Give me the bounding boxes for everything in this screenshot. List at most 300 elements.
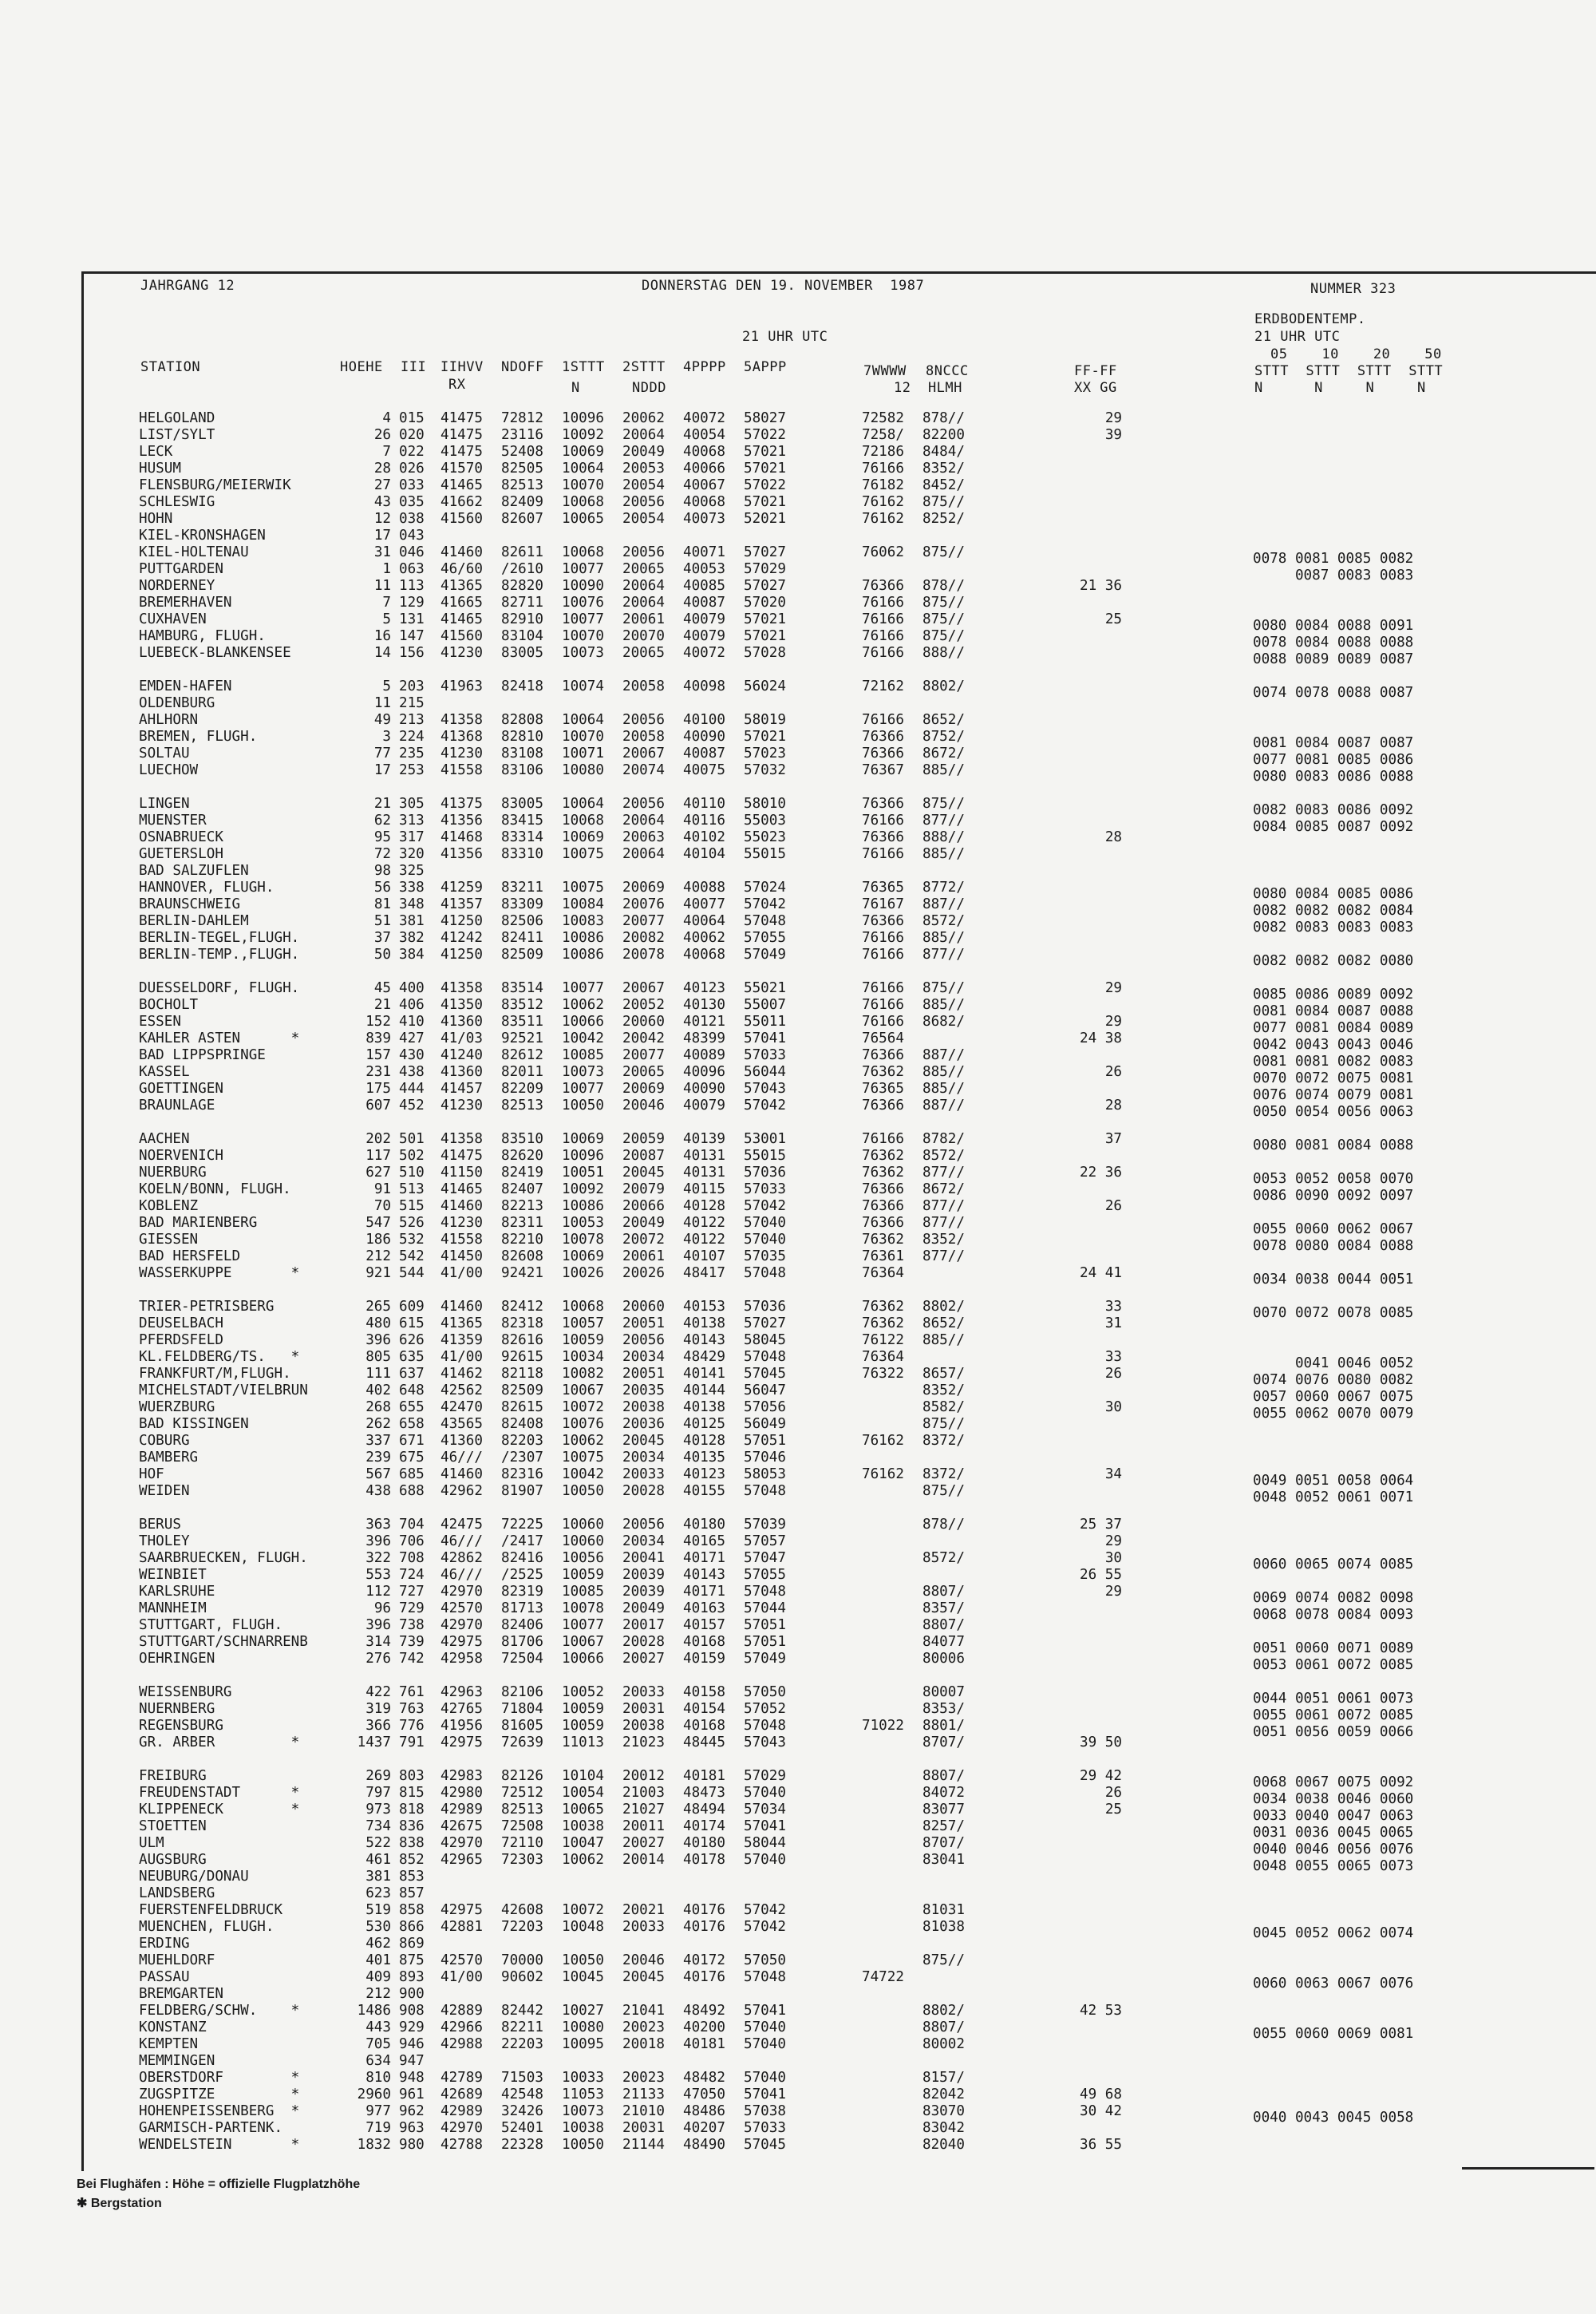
station-height: 7 — [382, 595, 391, 611]
ndoff-value: 82316 — [501, 1466, 543, 1482]
station-id — [399, 1751, 434, 1768]
1sttt-value: 10042 — [562, 1466, 604, 1482]
station-name: NOERVENICH — [139, 1148, 223, 1164]
4pppp-value: 40079 — [683, 628, 725, 644]
ndoff-value: 82406 — [501, 1617, 543, 1633]
iihvv-value: 41242 — [440, 930, 483, 946]
1sttt-value: 10072 — [562, 1902, 604, 1918]
station-id: 063 — [399, 561, 425, 577]
iihvv-value: 41460 — [440, 1466, 483, 1482]
1sttt-value: 10075 — [562, 880, 604, 896]
iihvv-value: 42675 — [440, 1818, 483, 1834]
soil-temp-value: 0070 0072 0075 0081 — [1253, 1070, 1414, 1086]
station-id: 510 — [399, 1165, 425, 1181]
ff-value — [1058, 1181, 1122, 1198]
7wwww-value: 76166 — [862, 1014, 904, 1030]
8nccc-value: 8801/ — [922, 1718, 965, 1734]
iihvv-value: 46/60 — [440, 561, 483, 577]
station-height: 70 — [373, 1198, 391, 1214]
4pppp-value: 40176 — [683, 1919, 725, 1935]
soil-temp-value — [1253, 1674, 1444, 1691]
8nccc-value: 885// — [922, 997, 965, 1013]
station-height: 262 — [365, 1416, 391, 1432]
ndoff-value: 82820 — [501, 578, 543, 594]
soil-title: ERDBODENTEMP. — [1254, 311, 1366, 327]
ndoff-value: 82412 — [501, 1299, 543, 1315]
iihvv-value: 41662 — [440, 494, 483, 510]
2sttt-value: 20031 — [622, 2120, 665, 2136]
ff-value: 33 — [1104, 1349, 1122, 1365]
2sttt-value — [622, 1936, 678, 1952]
ndoff-value: /2307 — [501, 1450, 543, 1466]
station-id: 724 — [399, 1567, 425, 1583]
station-name: KOELN/BONN, FLUGH. — [139, 1181, 291, 1197]
iihvv-value: 42958 — [440, 1651, 483, 1667]
8nccc-value: 8752/ — [922, 729, 965, 745]
7wwww-value: 76166 — [862, 628, 904, 644]
4pppp-value: 40066 — [683, 461, 725, 477]
8nccc-value: 8357/ — [922, 1600, 965, 1616]
iihvv-value: 41360 — [440, 1433, 483, 1449]
iihvv-value: 41230 — [440, 645, 483, 661]
soil-temp-value: 0055 0060 0062 0067 — [1253, 1221, 1414, 1237]
7wwww-value — [862, 1701, 918, 1718]
soil-temp-value: 0060 0063 0067 0076 — [1253, 1976, 1414, 1992]
2sttt-value — [622, 662, 678, 678]
station-height: 12 — [373, 511, 391, 527]
station-id: 727 — [399, 1584, 425, 1600]
soil-temp-value: 0084 0085 0087 0092 — [1253, 819, 1414, 835]
7wwww-value: 76166 — [862, 980, 904, 996]
7wwww-value: 76182 — [862, 477, 904, 493]
soil-temp-value — [1253, 869, 1444, 886]
4pppp-value: 40159 — [683, 1651, 725, 1667]
2sttt-value: 20014 — [622, 1852, 665, 1868]
station-height: 56 — [373, 880, 391, 896]
ff-value — [1058, 678, 1122, 695]
station-id: 818 — [399, 1802, 425, 1818]
ndoff-value: 82203 — [501, 1433, 543, 1449]
1sttt-value: 10075 — [562, 1450, 604, 1466]
2sttt-value: 20045 — [622, 1433, 665, 1449]
soil-temp-value: 0087 0083 0083 — [1253, 568, 1414, 583]
7wwww-value: 76166 — [862, 846, 904, 862]
5appp-value: 57021 — [744, 444, 786, 460]
ndoff-value: 42548 — [501, 2087, 543, 2102]
1sttt-value: 10092 — [562, 1181, 604, 1197]
1sttt-value: 10034 — [562, 1349, 604, 1365]
station-id: 635 — [399, 1349, 425, 1365]
iihvv-value — [440, 863, 496, 880]
ff-value: 29 — [1104, 410, 1122, 426]
iihvv-value: 42689 — [440, 2087, 483, 2102]
2sttt-value: 20039 — [622, 1584, 665, 1600]
ndoff-value: 82910 — [501, 611, 543, 627]
station-name: WEIDEN — [139, 1483, 190, 1499]
7wwww-value: 76366 — [862, 1047, 904, 1063]
2sttt-value: 20063 — [622, 829, 665, 845]
4pppp-value — [683, 695, 739, 712]
5appp-value: 57021 — [744, 611, 786, 627]
4pppp-value: 40181 — [683, 2036, 725, 2052]
5appp-value: 57041 — [744, 2087, 786, 2102]
5appp-value: 57055 — [744, 1567, 786, 1583]
station-name: MEMMINGEN — [139, 2053, 215, 2069]
ndoff-value — [501, 1936, 557, 1952]
iihvv-value: 41475 — [440, 427, 483, 443]
ndoff-value: 22328 — [501, 2137, 543, 2153]
7wwww-value: 76365 — [862, 1081, 904, 1097]
soil-temp-value — [1253, 1540, 1444, 1557]
7wwww-value — [862, 1282, 918, 1299]
7wwww-value: 72582 — [862, 410, 904, 426]
soil-temp-value: 0042 0043 0043 0046 — [1253, 1037, 1414, 1053]
7wwww-value — [862, 1768, 918, 1785]
1sttt-value — [562, 1936, 618, 1952]
4pppp-value: 40178 — [683, 1852, 725, 1868]
station-name: KIEL-HOLTENAU — [139, 544, 249, 560]
soil-temp-value: 0082 0082 0082 0080 — [1253, 953, 1414, 969]
iihvv-value: 46/// — [440, 1567, 483, 1583]
soil-stt: STTT STTT STTT STTT — [1254, 363, 1444, 379]
station-id: 875 — [399, 1952, 425, 1968]
4pppp-value: 40072 — [683, 410, 725, 426]
8nccc-value: 82040 — [922, 2137, 965, 2153]
4pppp-value: 40180 — [683, 1517, 725, 1533]
ff-value — [1058, 1667, 1122, 1684]
1sttt-value: 10052 — [562, 1684, 604, 1700]
4pppp-value: 40102 — [683, 829, 725, 845]
2sttt-value: 20076 — [622, 896, 665, 912]
4pppp-value: 48494 — [683, 1802, 725, 1818]
2sttt-value: 21041 — [622, 2003, 665, 2019]
station-name: GUETERSLOH — [139, 846, 223, 862]
ff-value — [1058, 1902, 1122, 1919]
iihvv-value: 41956 — [440, 1718, 483, 1734]
1sttt-value: 10051 — [562, 1165, 604, 1181]
2sttt-value: 20034 — [622, 1533, 665, 1549]
station-height: 268 — [365, 1399, 391, 1415]
soil-temp-value — [1253, 668, 1444, 685]
7wwww-value — [862, 2137, 918, 2154]
1sttt-value: 10066 — [562, 1014, 604, 1030]
5appp-value: 57040 — [744, 2036, 786, 2052]
ff-value — [1058, 1416, 1122, 1433]
5appp-value: 57023 — [744, 746, 786, 761]
ff-value — [1058, 595, 1122, 611]
5appp-value: 57051 — [744, 1617, 786, 1633]
station-height: 62 — [373, 813, 391, 829]
1sttt-value: 10085 — [562, 1047, 604, 1063]
station-id: 858 — [399, 1902, 425, 1918]
ndoff-value — [501, 1869, 557, 1885]
5appp-value: 57027 — [744, 1315, 786, 1331]
iihvv-value — [440, 1282, 496, 1299]
soil-temp-value: 0080 0081 0084 0088 — [1253, 1137, 1414, 1153]
station-height — [343, 662, 391, 678]
8nccc-value: 885// — [922, 846, 965, 862]
iihvv-value: 42570 — [440, 1600, 483, 1616]
1sttt-value: 10073 — [562, 645, 604, 661]
8nccc-value: 875// — [922, 544, 965, 560]
8nccc-value: 81031 — [922, 1902, 965, 1918]
4pppp-value: 40098 — [683, 678, 725, 694]
station-name: SCHLESWIG — [139, 494, 215, 510]
8nccc-value: 887// — [922, 1047, 965, 1063]
1sttt-value: 10059 — [562, 1718, 604, 1734]
ff-value: 26 — [1104, 1064, 1122, 1080]
2sttt-value: 20069 — [622, 880, 665, 896]
iihvv-value: 42470 — [440, 1399, 483, 1415]
5appp-value: 57050 — [744, 1684, 786, 1700]
2sttt-value — [622, 2053, 678, 2070]
5appp-value: 57042 — [744, 1098, 786, 1113]
soil-temp-value — [1253, 1288, 1444, 1305]
ff-value: 21 36 — [1080, 578, 1122, 594]
7wwww-value — [862, 1902, 918, 1919]
soil-temp-value: 0040 0046 0056 0076 — [1253, 1841, 1414, 1857]
1sttt-value: 10045 — [562, 1969, 604, 1985]
station-name: ULM — [139, 1835, 164, 1851]
soil-temp-value — [1253, 970, 1444, 987]
5appp-value: 57049 — [744, 947, 786, 963]
ndoff-value — [501, 1500, 557, 1517]
soil-temp-value — [1253, 1506, 1444, 1523]
iihvv-value: 41250 — [440, 913, 483, 929]
5appp-value: 57041 — [744, 1818, 786, 1834]
8nccc-value: 80002 — [922, 2036, 965, 2052]
ff-value — [1058, 1969, 1122, 1986]
8nccc-value: 84077 — [922, 1634, 965, 1650]
iihvv-value: 42570 — [440, 1952, 483, 1968]
soil-temp-value: 0077 0081 0085 0086 — [1253, 752, 1414, 768]
station-id: 671 — [399, 1433, 425, 1449]
2sttt-value — [622, 695, 678, 712]
8nccc-value: 8682/ — [922, 1014, 965, 1030]
station-id: 438 — [399, 1064, 425, 1080]
ff-value: 49 68 — [1080, 2087, 1122, 2102]
ff-value — [1058, 1500, 1122, 1517]
5appp-value: 57042 — [744, 1902, 786, 1918]
5appp-value: 57040 — [744, 2019, 786, 2035]
iihvv-value — [440, 1936, 496, 1952]
iihvv-value: 43565 — [440, 1416, 483, 1432]
station-height: 81 — [373, 896, 391, 912]
soil-temp-value — [1253, 1942, 1444, 1959]
iihvv-value: 41462 — [440, 1366, 483, 1382]
1sttt-value: 10068 — [562, 813, 604, 829]
soil-temp-value: 0031 0036 0045 0065 — [1253, 1825, 1414, 1841]
soil-temp-value — [1253, 2009, 1444, 2026]
soil-temp-value: 0033 0040 0047 0063 — [1253, 1808, 1414, 1824]
ndoff-value: 82711 — [501, 595, 543, 611]
station-height: 117 — [365, 1148, 391, 1164]
8nccc-value — [922, 2053, 986, 2070]
8nccc-value: 878// — [922, 410, 965, 426]
8nccc-value: 8782/ — [922, 1131, 965, 1147]
station-id — [399, 963, 434, 980]
station-id: 655 — [399, 1399, 425, 1415]
ndoff-value: 82409 — [501, 494, 543, 510]
station-name: MANNHEIM — [139, 1600, 207, 1616]
4pppp-value: 40143 — [683, 1332, 725, 1348]
2sttt-value: 20058 — [622, 678, 665, 694]
ff-value: 29 — [1104, 1014, 1122, 1030]
station-height: 2960 — [357, 2087, 391, 2102]
ndoff-value: 83211 — [501, 880, 543, 896]
4pppp-value: 40064 — [683, 913, 725, 929]
station-height: 28 — [373, 461, 391, 477]
station-name: ZUGSPITZE * — [139, 2087, 300, 2102]
station-id: 869 — [399, 1936, 425, 1952]
ff-value — [1058, 528, 1122, 544]
7wwww-value — [862, 2036, 918, 2053]
5appp-value: 57040 — [744, 1852, 786, 1868]
ndoff-value: 83511 — [501, 1014, 543, 1030]
5appp-value: 57048 — [744, 1969, 786, 1985]
5appp-value: 55011 — [744, 1014, 786, 1030]
2sttt-value: 20061 — [622, 1248, 665, 1264]
1sttt-value: 10073 — [562, 1064, 604, 1080]
1sttt-value: 10069 — [562, 829, 604, 845]
station-height: 530 — [365, 1919, 391, 1935]
iihvv-value: 41368 — [440, 729, 483, 745]
station-height: 705 — [365, 2036, 391, 2052]
station-name: KL.FELDBERG/TS. * — [139, 1349, 300, 1365]
ff-value — [1058, 544, 1122, 561]
5appp-value — [744, 1936, 800, 1952]
station-id: 742 — [399, 1651, 425, 1667]
8nccc-value: 83041 — [922, 1852, 965, 1868]
1sttt-value: 10073 — [562, 2103, 604, 2119]
station-height: 337 — [365, 1433, 391, 1449]
station-name: MICHELSTADT/VIELBRUN — [139, 1382, 308, 1398]
soil-temp-value — [1253, 718, 1444, 735]
7wwww-value — [862, 1567, 918, 1584]
soil-temp-value: 0080 0084 0088 0091 — [1253, 618, 1414, 634]
5appp-value: 57033 — [744, 1047, 786, 1063]
8nccc-value — [922, 1500, 986, 1517]
8nccc-value: 8572/ — [922, 1148, 965, 1164]
5appp-value: 57032 — [744, 762, 786, 778]
ff-value — [1058, 645, 1122, 662]
ff-value: 25 — [1104, 611, 1122, 627]
ff-value: 36 55 — [1080, 2137, 1122, 2153]
ndoff-value: 72812 — [501, 410, 543, 426]
station-id: 406 — [399, 997, 425, 1013]
5appp-value: 58044 — [744, 1835, 786, 1851]
2sttt-value: 20046 — [622, 1952, 665, 1968]
iihvv-value: 41250 — [440, 947, 483, 963]
iihvv-value — [440, 1667, 496, 1684]
soil-temp-value: 0048 0052 0061 0071 — [1253, 1489, 1414, 1505]
iihvv-value: 41457 — [440, 1081, 483, 1097]
station-height: 231 — [365, 1064, 391, 1080]
5appp-value — [744, 963, 800, 980]
8nccc-value: 877// — [922, 813, 965, 829]
8nccc-value: 885// — [922, 1081, 965, 1097]
2sttt-value: 20054 — [622, 477, 665, 493]
station-height: 322 — [365, 1550, 391, 1566]
station-id: 384 — [399, 947, 425, 963]
station-id: 224 — [399, 729, 425, 745]
2sttt-value: 20059 — [622, 1131, 665, 1147]
4pppp-value: 40087 — [683, 595, 725, 611]
ff-value: 30 42 — [1080, 2103, 1122, 2119]
ndoff-value: 82505 — [501, 461, 543, 477]
soil-temp-value: 0078 0080 0084 0088 — [1253, 1238, 1414, 1254]
2sttt-value: 20056 — [622, 796, 665, 812]
1sttt-value: 10033 — [562, 2070, 604, 2086]
station-name: BRAUNLAGE — [139, 1098, 215, 1113]
station-id: 609 — [399, 1299, 425, 1315]
2sttt-value: 20056 — [622, 544, 665, 560]
station-name: NEUBURG/DONAU — [139, 1869, 249, 1885]
soil-temp-value — [1253, 1624, 1444, 1640]
ndoff-value: 81713 — [501, 1600, 543, 1616]
station-id — [399, 779, 434, 796]
4pppp-value — [683, 1667, 739, 1684]
1sttt-value: 10066 — [562, 1651, 604, 1667]
station-id: 961 — [399, 2087, 425, 2102]
5appp-value: 58019 — [744, 712, 786, 728]
ff-value: 39 — [1104, 427, 1122, 443]
soil-temp-value: 0078 0081 0085 0082 — [1253, 551, 1414, 567]
8nccc-value — [922, 1265, 986, 1282]
1sttt-value: 10064 — [562, 796, 604, 812]
5appp-value: 57055 — [744, 930, 786, 946]
iihvv-value: 42970 — [440, 1617, 483, 1633]
iihvv-value — [440, 662, 496, 678]
station-id: 739 — [399, 1634, 425, 1650]
5appp-value: 57039 — [744, 1517, 786, 1533]
4pppp-value: 40053 — [683, 561, 725, 577]
1sttt-value: 10065 — [562, 511, 604, 527]
station-height: 96 — [373, 1600, 391, 1616]
2sttt-value: 20082 — [622, 930, 665, 946]
station-name: PUTTGARDEN — [139, 561, 223, 577]
station-id: 113 — [399, 578, 425, 594]
4pppp-value — [683, 528, 739, 544]
station-height: 402 — [365, 1382, 391, 1398]
station-name: GR. ARBER * — [139, 1735, 300, 1750]
4pppp-value — [683, 1114, 739, 1131]
ndoff-value: 72508 — [501, 1818, 543, 1834]
station-id: 963 — [399, 2120, 425, 2136]
station-height: 21 — [373, 997, 391, 1013]
ndoff-value: 72110 — [501, 1835, 543, 1851]
2sttt-value: 20065 — [622, 1064, 665, 1080]
7wwww-value: 76366 — [862, 1181, 904, 1197]
1sttt-value: 10104 — [562, 1768, 604, 1784]
8nccc-value — [922, 1533, 986, 1550]
station-id: 313 — [399, 813, 425, 829]
5appp-value: 57048 — [744, 1265, 786, 1281]
4pppp-value: 40131 — [683, 1165, 725, 1181]
ff-value — [1058, 813, 1122, 829]
iihvv-value: 42881 — [440, 1919, 483, 1935]
soil-n: N N N N — [1254, 380, 1426, 396]
7wwww-value: 7258/ — [862, 427, 904, 443]
7wwww-value: 76362 — [862, 1165, 904, 1181]
5appp-value: 57043 — [744, 1735, 786, 1750]
soil-temp-value — [1253, 2093, 1444, 2110]
1sttt-value: 10059 — [562, 1701, 604, 1717]
iihvv-value: 41358 — [440, 980, 483, 996]
8nccc-value: 8707/ — [922, 1835, 965, 1851]
8nccc-value — [922, 1936, 986, 1952]
station-height: 805 — [365, 1349, 391, 1365]
